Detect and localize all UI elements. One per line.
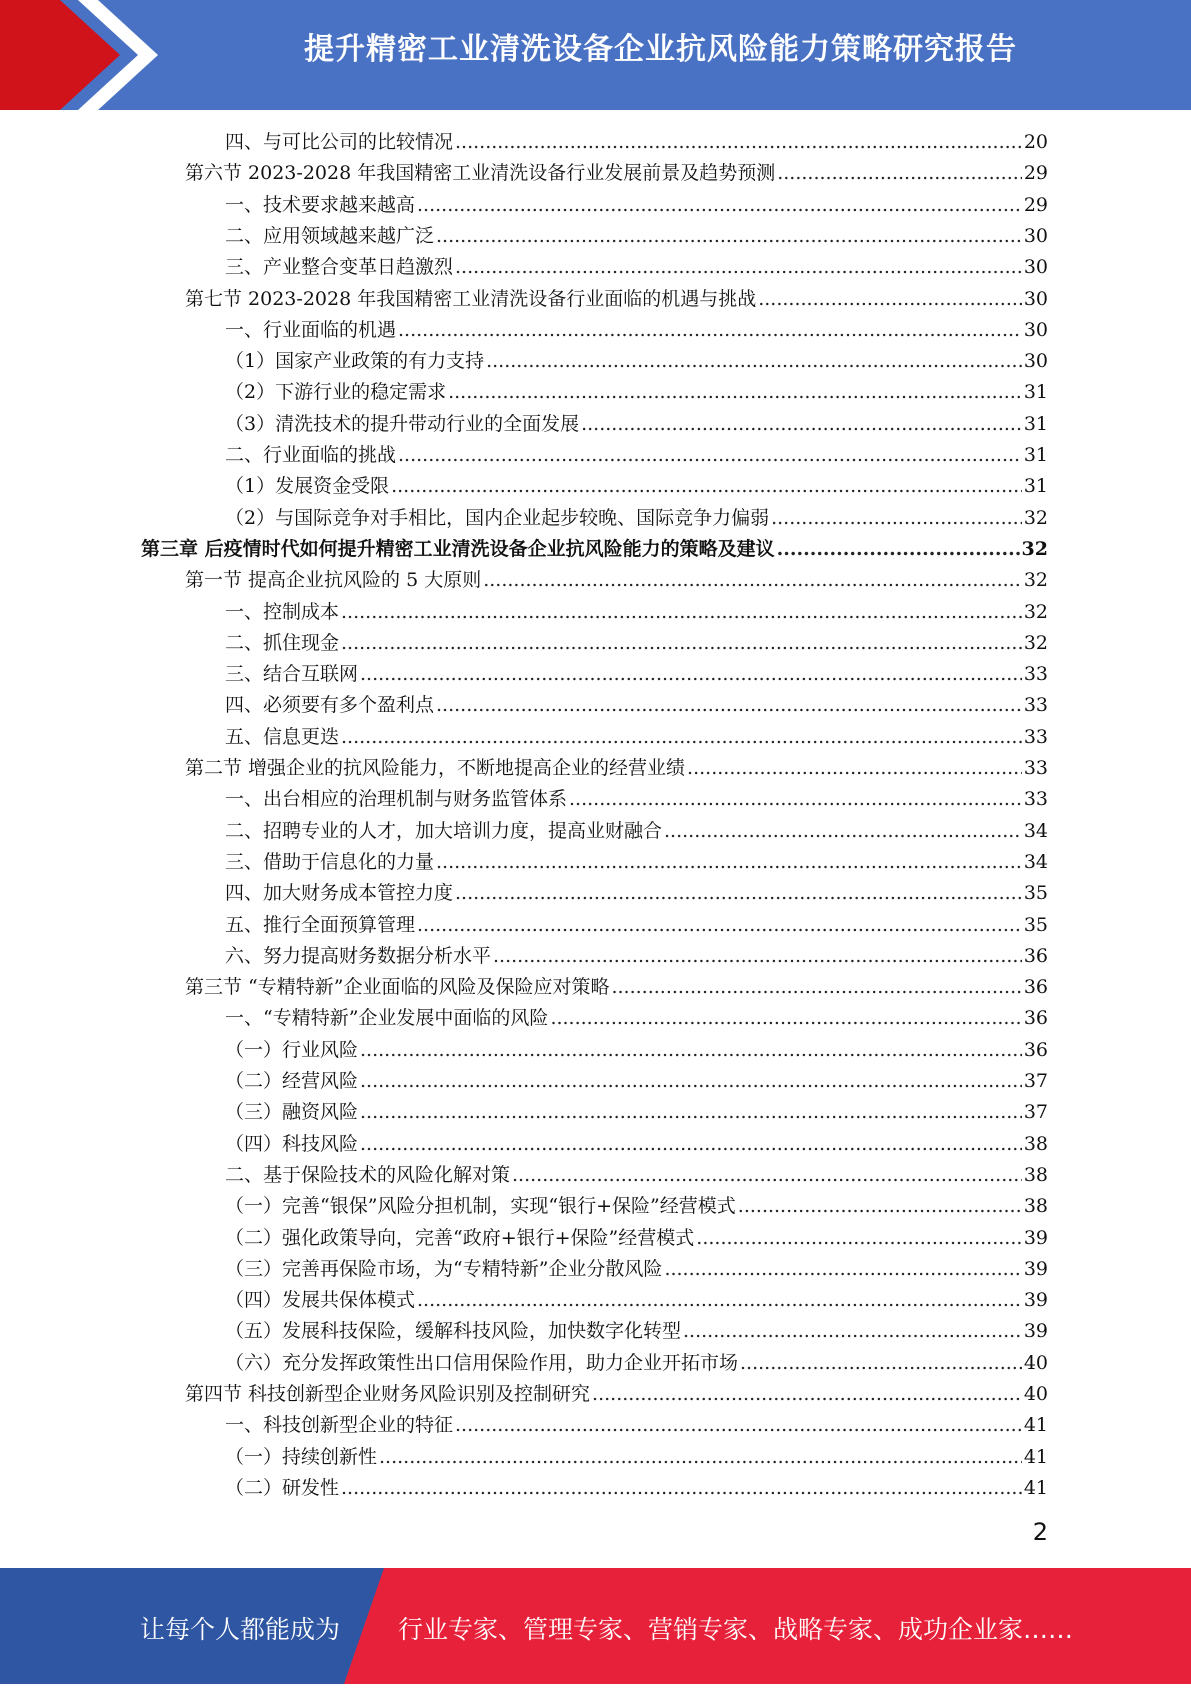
toc-leader-dots	[771, 503, 1022, 534]
toc-entry-page: 40	[1023, 1383, 1048, 1405]
toc-leader-dots	[341, 1473, 1022, 1504]
toc-entry-page: 32	[1023, 631, 1048, 654]
toc-entry-page: 35	[1023, 882, 1048, 905]
toc-entry[interactable]	[225, 471, 1048, 502]
toc-entry[interactable]	[225, 346, 1048, 377]
toc-entry-title: 第三节 “专精特新”企业面临的风险及保险应对策略	[185, 976, 610, 999]
toc-entry-page: 38	[1023, 1163, 1048, 1186]
toc-leader-dots	[483, 565, 1022, 596]
toc-entry-page: 34	[1023, 819, 1048, 842]
toc-entry[interactable]	[225, 221, 1048, 252]
toc-entry-page: 35	[1023, 913, 1048, 936]
toc-leader-dots	[360, 1035, 1022, 1066]
toc-entry-title: （一）完善“银保”风险分担机制，实现“银行+保险”经营模式	[225, 1195, 736, 1218]
toc-leader-dots	[592, 1379, 1022, 1410]
toc-leader-dots	[486, 346, 1022, 377]
toc-entry[interactable]	[225, 1160, 1048, 1191]
toc-entry-title: （1）发展资金受限	[225, 475, 390, 498]
toc-entry[interactable]	[225, 503, 1048, 534]
toc-entry[interactable]	[185, 753, 1048, 784]
toc-entry-title: 二、抓住现金	[225, 631, 340, 654]
toc-entry-title: （三）完善再保险市场，为“专精特新”企业分散风险	[225, 1257, 663, 1280]
toc-entry-title: （六）充分发挥政策性出口信用保险作用，助力企业开拓市场	[225, 1351, 739, 1374]
report-header	[0, 0, 1191, 110]
toc-leader-dots	[550, 1003, 1021, 1034]
toc-entry[interactable]	[225, 878, 1048, 909]
toc-leader-dots	[379, 1442, 1022, 1473]
toc-entry-page: 30	[1023, 256, 1048, 279]
toc-entry[interactable]	[185, 565, 1048, 596]
toc-entry-title: 四、必须要有多个盈利点	[225, 694, 435, 717]
toc-entry[interactable]	[225, 1473, 1048, 1504]
toc-entry-title: 三、借助于信息化的力量	[225, 850, 435, 873]
toc-leader-dots	[664, 1254, 1021, 1285]
toc-entry-page: 29	[1023, 193, 1048, 216]
toc-leader-dots	[398, 315, 1022, 346]
toc-entry[interactable]	[225, 1191, 1048, 1222]
toc-entry-title: （1）国家产业政策的有力支持	[225, 350, 485, 373]
toc-entry-title: （二）经营风险	[225, 1070, 359, 1092]
toc-entry[interactable]	[225, 1285, 1048, 1316]
toc-leader-dots	[777, 534, 1020, 565]
toc-leader-dots	[448, 377, 1022, 408]
page-number: 2	[1032, 1518, 1048, 1546]
toc-entry-title: （一）行业风险	[225, 1038, 359, 1061]
toc-entry-page: 33	[1023, 663, 1048, 686]
toc-entry-title: 一、技术要求越来越高	[225, 193, 416, 216]
toc-entry-page: 32	[1021, 537, 1048, 560]
toc-entry[interactable]	[225, 377, 1048, 408]
toc-entry[interactable]	[225, 1316, 1048, 1347]
toc-entry[interactable]	[225, 628, 1048, 659]
toc-leader-dots	[493, 941, 1022, 972]
toc-entry[interactable]	[225, 690, 1048, 721]
toc-entry-page: 20	[1023, 131, 1048, 153]
toc-entry-page: 29	[1023, 162, 1048, 185]
toc-entry[interactable]	[225, 252, 1048, 283]
toc-entry-page: 36	[1023, 944, 1048, 967]
toc-entry[interactable]	[185, 158, 1048, 189]
toc-entry-title: （2）下游行业的稳定需求	[225, 381, 447, 404]
toc-entry-page: 39	[1023, 1320, 1048, 1343]
report-footer	[0, 1568, 1191, 1684]
toc-entry-title: 五、推行全面预算管理	[225, 913, 416, 936]
toc-entry[interactable]	[225, 1097, 1048, 1128]
toc-entry-page: 33	[1023, 694, 1048, 717]
toc-entry-page: 31	[1023, 412, 1048, 435]
toc-leader-dots	[455, 1410, 1022, 1441]
toc-entry-title: （四）科技风险	[225, 1132, 359, 1155]
toc-leader-dots	[455, 878, 1022, 909]
toc-entry-page: 36	[1023, 1038, 1048, 1061]
toc-leader-dots	[360, 1097, 1022, 1128]
toc-entry[interactable]	[225, 816, 1048, 847]
toc-entry[interactable]	[185, 972, 1048, 1003]
toc-entry-title: 六、努力提高财务数据分析水平	[225, 944, 492, 967]
toc-entry[interactable]	[225, 659, 1048, 690]
toc-entry-page: 37	[1023, 1070, 1048, 1092]
toc-entry-title: （三）融资风险	[225, 1101, 359, 1124]
toc-entry-title: 二、招聘专业的人才，加大培训力度，提高业财融合	[225, 819, 663, 842]
toc-entry[interactable]	[225, 1410, 1048, 1441]
toc-entry-title: 一、出台相应的治理机制与财务监管体系	[225, 788, 568, 811]
toc-entry-title: 二、应用领域越来越广泛	[225, 224, 435, 247]
footer-slogan-left: 让每个人都能成为	[140, 1615, 341, 1644]
toc-entry-title: 第六节 2023-2028 年我国精密工业清洗设备行业发展前景及趋势预测	[185, 162, 776, 185]
toc-leader-dots	[683, 1316, 1022, 1347]
toc-leader-dots	[417, 190, 1022, 221]
toc-entry[interactable]	[225, 1348, 1048, 1379]
toc-leader-dots	[611, 972, 1021, 1003]
toc-entry[interactable]	[185, 1379, 1048, 1410]
toc-entry-page: 34	[1023, 850, 1048, 873]
toc-entry-title: （2）与国际竞争对手相比，国内企业起步较晚、国际竞争力偏弱	[225, 506, 770, 529]
toc-leader-dots	[360, 1129, 1022, 1160]
toc-entry[interactable]	[225, 1003, 1048, 1034]
toc-leader-dots	[341, 722, 1022, 753]
toc-entry[interactable]	[225, 941, 1048, 972]
toc-leader-dots	[512, 1160, 1022, 1191]
toc-entry-page: 32	[1023, 600, 1048, 623]
toc-entry[interactable]	[225, 190, 1048, 221]
toc-entry-page: 38	[1023, 1132, 1048, 1155]
toc-entry[interactable]	[225, 784, 1048, 815]
toc-entry-title: 三、产业整合变革日趋激烈	[225, 256, 454, 279]
toc-entry-page: 33	[1023, 788, 1048, 811]
toc-entry-title: 第一节 提高企业抗风险的 5 大原则	[185, 569, 482, 592]
toc-entry-title: （五）发展科技保险，缓解科技风险，加快数字化转型	[225, 1320, 682, 1343]
toc-entry-page: 38	[1023, 1195, 1048, 1218]
toc-entry-title: 一、“专精特新”企业发展中面临的风险	[225, 1007, 549, 1030]
toc-entry-page: 31	[1023, 381, 1048, 404]
toc-entry-title: （二）强化政策导向，完善“政府+银行+保险”经营模式	[225, 1226, 695, 1249]
toc-entry-title: 一、行业面临的机遇	[225, 318, 397, 341]
toc-leader-dots	[360, 659, 1022, 690]
toc-entry-page: 39	[1023, 1226, 1048, 1249]
toc-leader-dots	[740, 1348, 1022, 1379]
toc-leader-dots	[664, 816, 1022, 847]
toc-leader-dots	[341, 597, 1022, 628]
toc-entry-page: 41	[1023, 1445, 1048, 1468]
toc-leader-dots	[696, 1223, 1022, 1254]
toc-leader-dots	[569, 784, 1022, 815]
toc-entry-page: 40	[1023, 1351, 1048, 1374]
toc-entry-title: 第二节 增强企业的抗风险能力，不断地提高企业的经营业绩	[185, 757, 686, 779]
toc-entry[interactable]	[225, 597, 1048, 628]
toc-entry-page: 30	[1023, 287, 1048, 310]
toc-entry[interactable]	[225, 1035, 1048, 1066]
toc-entry-page: 32	[1023, 569, 1048, 592]
toc-entry[interactable]	[225, 1129, 1048, 1160]
toc-entry-page: 39	[1023, 1289, 1048, 1312]
toc-entry[interactable]	[225, 1442, 1048, 1473]
toc-entry-page: 30	[1023, 224, 1048, 247]
toc-leader-dots	[417, 910, 1022, 941]
toc-leader-dots	[398, 440, 1022, 471]
toc-leader-dots	[758, 284, 1022, 315]
toc-entry-page: 30	[1023, 318, 1048, 341]
toc-entry-title: 第三章 后疫情时代如何提升精密工业清洗设备企业抗风险能力的策略及建议	[141, 537, 775, 560]
toc-entry-title: （四）发展共保体模式	[225, 1289, 416, 1312]
toc-entry[interactable]	[225, 1254, 1048, 1285]
toc-entry-title: 四、加大财务成本管控力度	[225, 882, 454, 905]
toc-leader-dots	[417, 1285, 1022, 1316]
toc-entry[interactable]	[225, 910, 1048, 941]
toc-entry-page: 41	[1023, 1414, 1048, 1437]
toc-leader-dots	[738, 1191, 1022, 1222]
toc-entry[interactable]	[225, 722, 1048, 753]
toc-entry-page: 41	[1023, 1476, 1048, 1499]
toc-entry-title: 一、科技创新型企业的特征	[225, 1414, 454, 1437]
toc-entry[interactable]	[225, 440, 1048, 471]
toc-entry-page: 36	[1023, 976, 1048, 999]
toc-leader-dots	[360, 1066, 1022, 1097]
toc-leader-dots	[777, 158, 1022, 189]
toc-entry-title: 四、与可比公司的比较情况	[225, 131, 454, 153]
toc-leader-dots	[687, 753, 1022, 784]
toc-leader-dots	[436, 221, 1022, 252]
toc-entry-title: 二、基于保险技术的风险化解对策	[225, 1163, 511, 1186]
toc-entry[interactable]	[225, 847, 1048, 878]
toc-entry-page: 39	[1023, 1257, 1048, 1280]
toc-leader-dots	[455, 252, 1022, 283]
footer-slogan-right: 行业专家、管理专家、营销专家、战略专家、成功企业家……	[398, 1615, 1074, 1644]
toc-entry-page: 36	[1023, 1007, 1048, 1030]
report-title: 提升精密工业清洗设备企业抗风险能力策略研究报告	[304, 32, 1017, 67]
toc-entry-title: 二、行业面临的挑战	[225, 444, 397, 466]
toc-entry-page: 33	[1023, 725, 1048, 748]
toc-entry[interactable]	[185, 284, 1048, 315]
toc-entry-page: 30	[1023, 350, 1048, 373]
toc-leader-dots	[391, 471, 1022, 502]
toc-entry-title: 三、结合互联网	[225, 663, 359, 686]
toc-leader-dots	[581, 409, 1022, 440]
toc-entry[interactable]	[225, 315, 1048, 346]
toc-entry-title: 五、信息更迭	[225, 725, 340, 748]
toc-entry-title: 一、控制成本	[225, 600, 340, 623]
toc-chapter-entry[interactable]	[141, 534, 1048, 565]
toc-leader-dots	[341, 628, 1022, 659]
toc-entry[interactable]	[225, 127, 1048, 158]
toc-leader-dots	[455, 127, 1022, 158]
toc-entry[interactable]	[225, 1223, 1048, 1254]
toc-entry-page: 37	[1023, 1101, 1048, 1124]
toc-entry-title: （二）研发性	[225, 1476, 340, 1499]
toc-entry-page: 31	[1023, 444, 1048, 466]
toc-entry-title: 第四节 科技创新型企业财务风险识别及控制研究	[185, 1383, 591, 1405]
toc-entry-page: 33	[1023, 757, 1048, 779]
toc-leader-dots	[436, 690, 1022, 721]
toc-entry[interactable]	[225, 1066, 1048, 1097]
toc-entry-title: （一）持续创新性	[225, 1445, 378, 1468]
toc-entry-page: 31	[1023, 475, 1048, 498]
toc-entry-title: （3）清洗技术的提升带动行业的全面发展	[225, 412, 580, 435]
toc-entry-page: 32	[1023, 506, 1048, 529]
toc-leader-dots	[436, 847, 1022, 878]
toc-entry-title: 第七节 2023-2028 年我国精密工业清洗设备行业面临的机遇与挑战	[185, 287, 757, 310]
toc-entry[interactable]	[225, 409, 1048, 440]
